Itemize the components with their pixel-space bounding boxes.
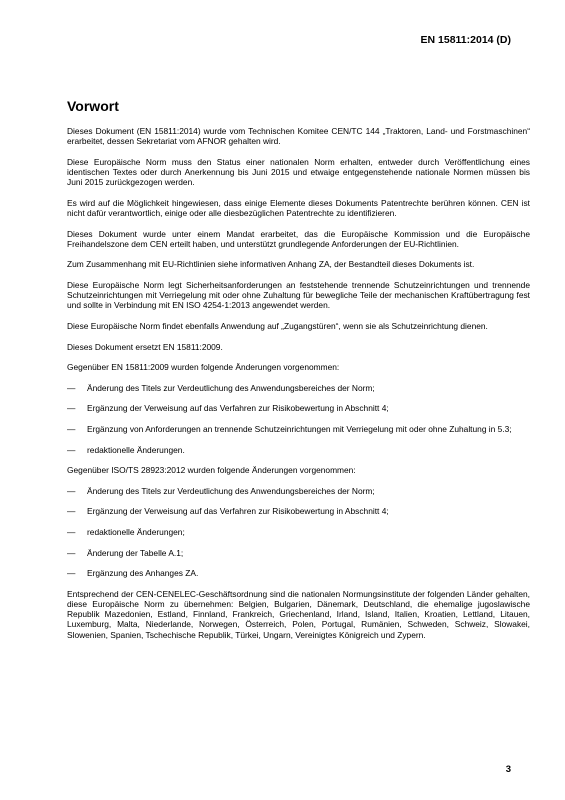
list-dash: —	[67, 547, 76, 558]
list-dash: —	[67, 506, 76, 517]
list-item-text: Änderung des Titels zur Verdeutlichung des Anwendungsbereiches der Norm;	[87, 382, 375, 393]
document-identifier: EN 15811:2014 (D)	[420, 34, 511, 46]
paragraph: Gegenüber EN 15811:2009 wurden folgende Änderungen vorgenommen:	[67, 362, 340, 373]
list-item	[67, 445, 530, 455]
list-item	[67, 486, 530, 496]
list-item	[67, 568, 530, 578]
paragraph: Dieses Dokument ersetzt EN 15811:2009.	[67, 341, 223, 352]
list-dash: —	[67, 423, 76, 434]
list-item	[67, 548, 530, 558]
page-number: 3	[505, 764, 511, 775]
list-item-text: Änderung der Tabelle A.1;	[87, 547, 184, 558]
list-item	[67, 403, 530, 413]
list-item	[67, 424, 530, 434]
page-content	[67, 98, 530, 650]
list-item-text: redaktionelle Änderungen.	[87, 444, 185, 455]
paragraph: Gegenüber ISO/TS 28923:2012 wurden folgende Änderungen vorgenommen:	[67, 465, 356, 476]
paragraph: Diese Europäische Norm legt Sicherheitsanforderungen an feststehende trennende Schutzeinrichtungen und trennende Schutzeinrichtungen mit Verriegelung mit oder ohne Zuhaltung für bewegliche Teile der mechanischen Kraftübertragung fest und sollte in Verbindung mit EN ISO 4254-1:2013 angewendet werden.	[67, 279, 530, 311]
changes-list-iso	[67, 486, 530, 579]
paragraph: Entsprechend der CEN-CENELEC-Geschäftsordnung sind die nationalen Normungsinstitute der folgenden Länder gehalten, diese Europäische Norm zu übernehmen: Belgien, Bulgarien, Dänemark, Deutschland, die ehemalige jugoslawische Republik Mazedonien, Estland, Finnland, Frankreich, Griechenland, Irland, Island, Italien, Kroatien, Lettland, Litauen, Luxemburg, Malta, Niederlande, Norwegen, Österreich, Polen, Portugal, Rumänien, Schweden, Schweiz, Slowakei, Slowenien, Spanien, Tschechische Republik, Türkei, Ungarn, Vereinigtes Königreich und Zypern.	[67, 588, 530, 640]
list-item	[67, 383, 530, 393]
paragraph: Es wird auf die Möglichkeit hingewiesen, dass einige Elemente dieses Dokuments Patentrechte berühren können. CEN ist nicht dafür verantwortlich, einige oder alle diesbezüglichen Patentrechte zu identifizieren.	[67, 197, 530, 218]
list-item-text: Ergänzung der Verweisung auf das Verfahren zur Risikobewertung in Abschnitt 4;	[87, 506, 389, 517]
paragraph: Zum Zusammenhang mit EU-Richtlinien siehe informativen Anhang ZA, der Bestandteil dieses Dokuments ist.	[67, 259, 475, 270]
changes-list-en	[67, 383, 530, 455]
list-dash: —	[67, 485, 76, 496]
list-item	[67, 527, 530, 537]
list-item	[67, 506, 530, 516]
list-dash: —	[67, 568, 76, 579]
list-dash: —	[67, 444, 76, 455]
list-item-text: Ergänzung von Anforderungen an trennende Schutzeinrichtungen mit Verriegelung mit oder ohne Zuhaltung in 5.3;	[87, 423, 512, 434]
list-item-text: Ergänzung der Verweisung auf das Verfahren zur Risikobewertung in Abschnitt 4;	[87, 403, 389, 414]
paragraph: Diese Europäische Norm findet ebenfalls Anwendung auf „Zugangstüren“, wenn sie als Schutzeinrichtung dienen.	[67, 320, 488, 331]
paragraph: Diese Europäische Norm muss den Status einer nationalen Norm erhalten, entweder durch Veröffentlichung eines identischen Textes oder durch Anerkennung bis Juni 2015 und etwaige entgegenstehende nationale Normen müssen bis Juni 2015 zurückgezogen werden.	[67, 156, 530, 188]
list-dash: —	[67, 382, 76, 393]
list-item-text: Ergänzung des Anhanges ZA.	[87, 568, 199, 579]
paragraph: Dieses Dokument (EN 15811:2014) wurde vom Technischen Komitee CEN/TC 144 „Traktoren, Land- und Forstmaschinen“ erarbeitet, dessen Sekretariat vom AFNOR gehalten wird.	[67, 126, 530, 147]
list-dash: —	[67, 526, 76, 537]
paragraph: Dieses Dokument wurde unter einem Mandat erarbeitet, das die Europäische Kommission und die Europäische Freihandelszone dem CEN erteilt haben, und unterstützt grundlegende Anforderungen der EU-Richtlinien.	[67, 228, 530, 249]
list-dash: —	[67, 403, 76, 414]
section-title: Vorwort	[67, 98, 119, 114]
list-item-text: redaktionelle Änderungen;	[87, 526, 185, 537]
list-item-text: Änderung des Titels zur Verdeutlichung des Anwendungsbereiches der Norm;	[87, 485, 375, 496]
